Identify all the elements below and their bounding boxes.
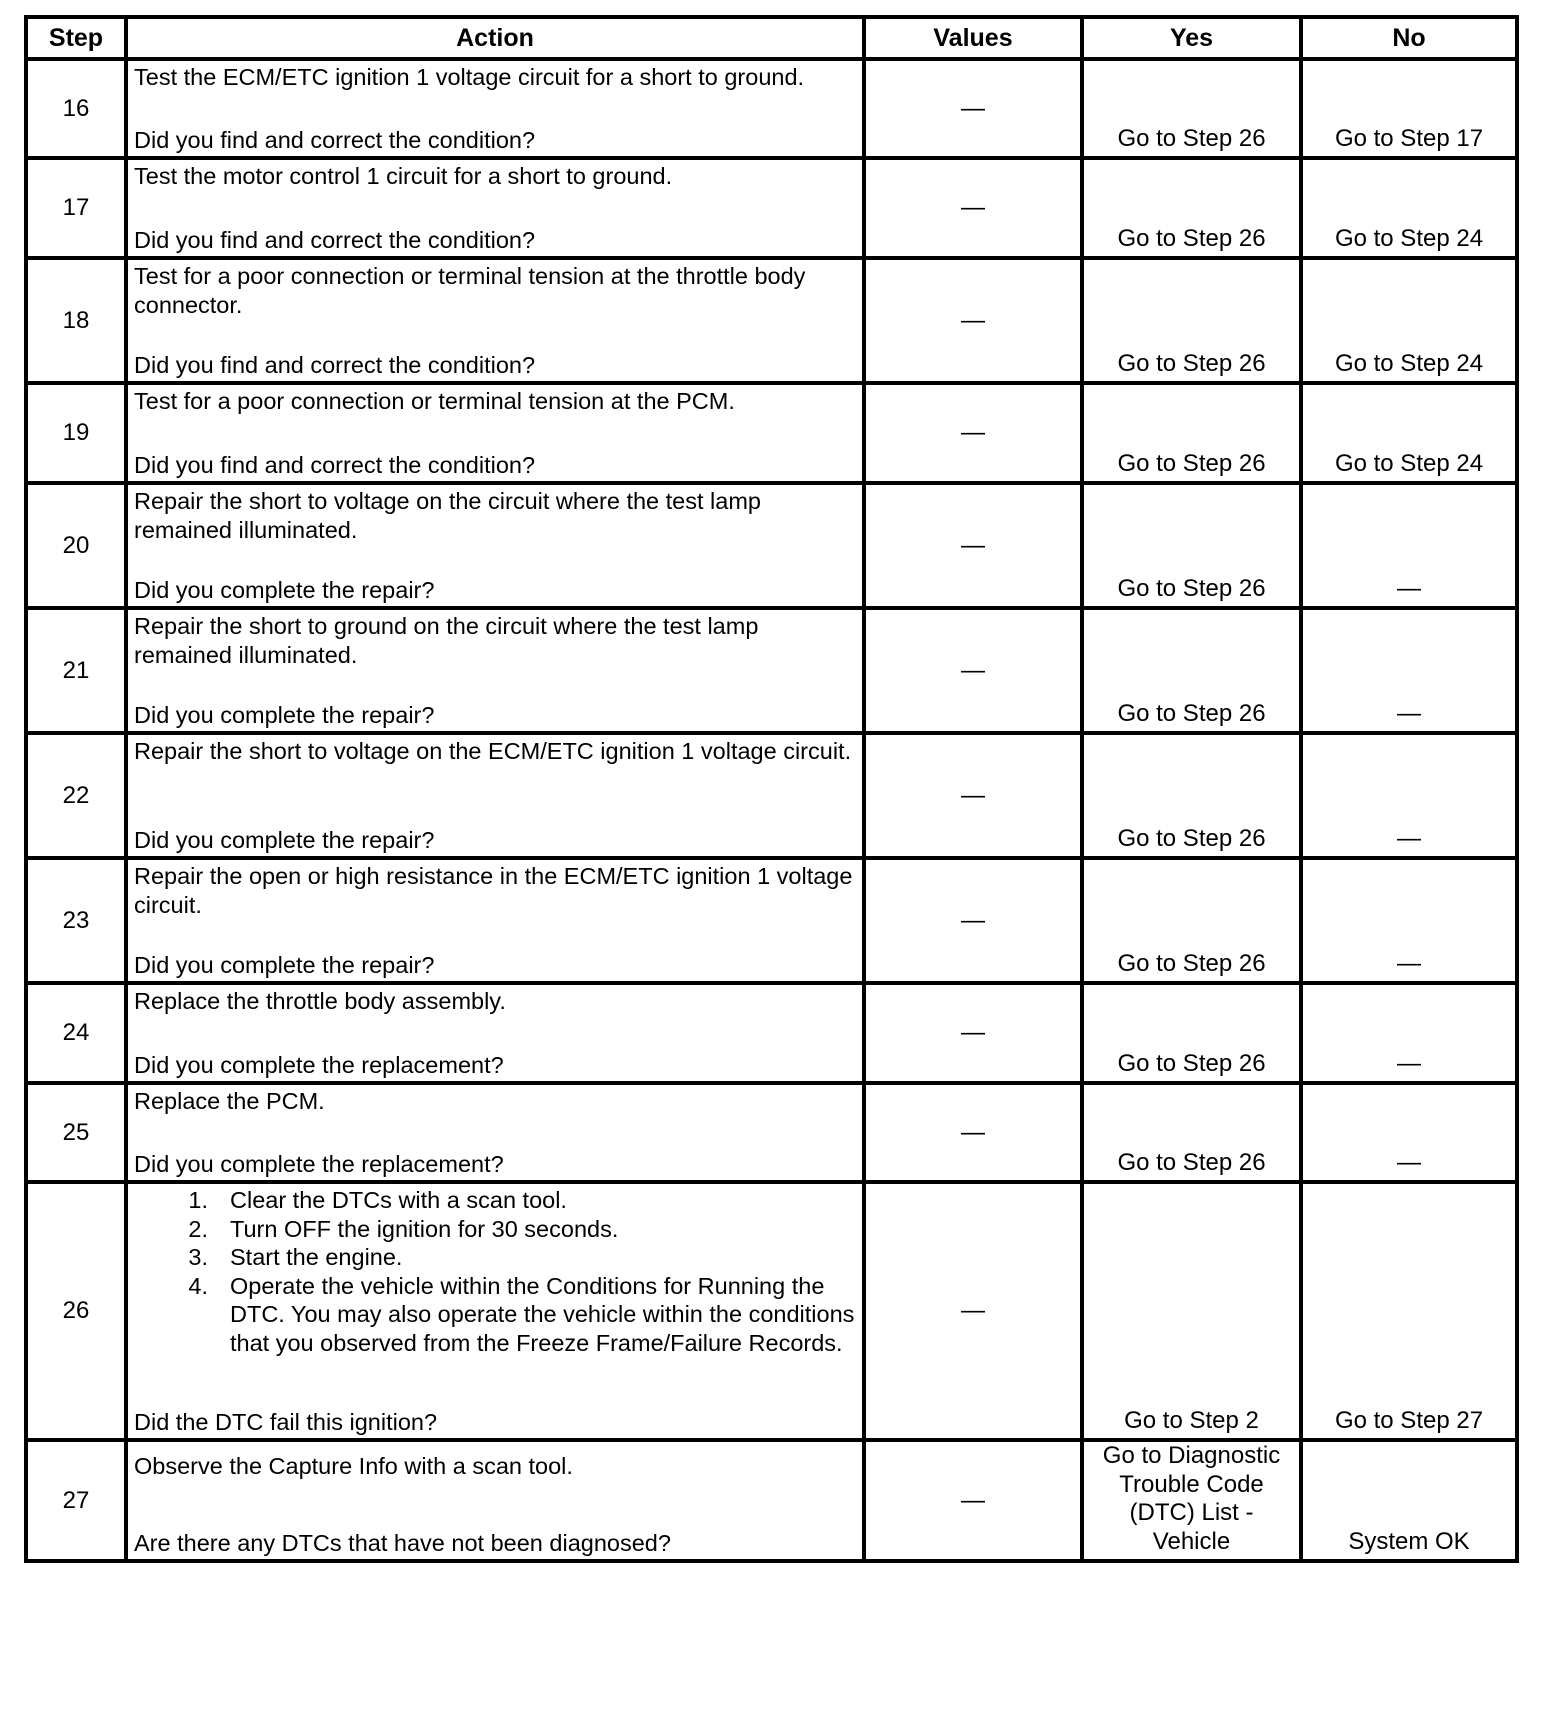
header-yes: Yes xyxy=(1082,17,1301,59)
values-cell: — xyxy=(864,258,1082,383)
action-text: Repair the short to ground on the circuit where the test lamp remained illuminated. xyxy=(134,613,759,668)
yes-cell xyxy=(1082,858,1301,983)
yes-cell xyxy=(1082,258,1301,383)
values-cell: — xyxy=(864,733,1082,858)
action-cell xyxy=(126,858,864,983)
yes-text: Go to Step 26 xyxy=(1117,1148,1266,1176)
action-question: Are there any DTCs that have not been diagnosed? xyxy=(134,1529,671,1556)
no-cell xyxy=(1301,858,1517,983)
table-row xyxy=(26,983,1517,1083)
action-cell xyxy=(126,608,864,733)
values-cell: — xyxy=(864,483,1082,608)
action-cell xyxy=(126,1182,864,1440)
no-text: Go to Step 24 xyxy=(1334,224,1484,252)
action-question: Did you find and correct the condition? xyxy=(134,126,536,153)
action-question: Did you complete the repair? xyxy=(134,576,435,603)
yes-text: Go to Step 26 xyxy=(1117,824,1266,852)
header-step: Step xyxy=(26,17,126,59)
action-text: Replace the throttle body assembly. xyxy=(134,988,506,1014)
table-row xyxy=(26,608,1517,733)
table-row xyxy=(26,483,1517,608)
no-cell xyxy=(1301,1083,1517,1182)
yes-text: Go to Step 26 xyxy=(1117,949,1266,977)
table-row xyxy=(26,59,1517,158)
action-text: Test the ECM/ETC ignition 1 voltage circuit for a short to ground. xyxy=(134,64,805,90)
yes-text: Go to Step 26 xyxy=(1117,1049,1266,1077)
yes-cell xyxy=(1082,1182,1301,1440)
yes-cell xyxy=(1082,1440,1301,1561)
yes-cell xyxy=(1082,608,1301,733)
values-cell: — xyxy=(864,383,1082,483)
values-cell: — xyxy=(864,983,1082,1083)
no-text: — xyxy=(1397,1148,1421,1176)
table-row xyxy=(26,858,1517,983)
step-number: 20 xyxy=(26,483,126,608)
yes-text: Go to Step 26 xyxy=(1117,699,1266,727)
action-question: Did you complete the repair? xyxy=(134,701,435,728)
table-row xyxy=(26,733,1517,858)
table-row xyxy=(26,383,1517,483)
values-cell: — xyxy=(864,1182,1082,1440)
diagnostic-table xyxy=(24,15,1519,1563)
step-number: 17 xyxy=(26,158,126,258)
list-item: 2. Turn OFF the ignition for 30 seconds. xyxy=(188,1215,619,1242)
action-question: Did you complete the replacement? xyxy=(134,1150,504,1177)
yes-cell xyxy=(1082,483,1301,608)
action-text: Observe the Capture Info with a scan tool. xyxy=(134,1453,573,1479)
list-item: 1. Clear the DTCs with a scan tool. xyxy=(188,1187,567,1213)
no-cell xyxy=(1301,608,1517,733)
yes-cell xyxy=(1082,158,1301,258)
action-question: Did you complete the repair? xyxy=(134,951,435,978)
values-cell: — xyxy=(864,858,1082,983)
action-cell xyxy=(126,59,864,158)
table-row xyxy=(26,1182,1517,1440)
yes-text: Go to Step 26 xyxy=(1117,349,1266,377)
action-text: Replace the PCM. xyxy=(134,1088,325,1114)
action-text: Repair the open or high resistance in the ECM/ETC ignition 1 voltage circuit. xyxy=(134,863,853,918)
step-number: 24 xyxy=(26,983,126,1083)
no-cell xyxy=(1301,483,1517,608)
action-question: Did you complete the repair? xyxy=(134,826,435,853)
no-cell xyxy=(1301,1182,1517,1440)
no-text: Go to Step 24 xyxy=(1334,449,1484,477)
step-number: 22 xyxy=(26,733,126,858)
action-cell xyxy=(126,1083,864,1182)
action-cell xyxy=(126,733,864,858)
step-number: 25 xyxy=(26,1083,126,1182)
yes-cell xyxy=(1082,59,1301,158)
action-question: Did you find and correct the condition? xyxy=(134,351,536,378)
step-number: 26 xyxy=(26,1182,126,1440)
no-text: — xyxy=(1397,574,1421,602)
action-cell xyxy=(126,158,864,258)
action-cell xyxy=(126,483,864,608)
action-text: Test for a poor connection or terminal tension at the PCM. xyxy=(134,388,735,414)
header-row xyxy=(26,17,1517,59)
no-cell xyxy=(1301,158,1517,258)
step-number: 23 xyxy=(26,858,126,983)
no-text: — xyxy=(1397,949,1421,977)
yes-cell xyxy=(1082,1083,1301,1182)
action-cell xyxy=(126,1440,864,1561)
values-cell: — xyxy=(864,1083,1082,1182)
step-number: 18 xyxy=(26,258,126,383)
no-text: System OK xyxy=(1348,1527,1470,1555)
header-values: Values xyxy=(864,17,1082,59)
action-question: Did you find and correct the condition? xyxy=(134,226,536,253)
no-cell xyxy=(1301,258,1517,383)
action-text: Test the motor control 1 circuit for a short to ground. xyxy=(134,163,673,189)
values-cell: — xyxy=(864,608,1082,733)
numbered-steps xyxy=(134,1186,856,1357)
list-item: 4. Operate the vehicle within the Conditions for Running the DTC. You may also operate the vehicle within the conditions that you observed from the Freeze Frame/Failure Records. xyxy=(188,1272,855,1356)
yes-cell xyxy=(1082,983,1301,1083)
action-text: Test for a poor connection or terminal tension at the throttle body connector. xyxy=(134,263,806,318)
no-text: — xyxy=(1397,1049,1421,1077)
yes-text: Go to Diagnostic Trouble Code (DTC) List - Vehicle xyxy=(1102,1442,1281,1555)
values-cell: — xyxy=(864,158,1082,258)
values-cell: — xyxy=(864,59,1082,158)
action-cell xyxy=(126,258,864,383)
action-cell xyxy=(126,383,864,483)
table-row xyxy=(26,1440,1517,1561)
yes-text: Go to Step 26 xyxy=(1117,124,1266,152)
step-number: 21 xyxy=(26,608,126,733)
table-row xyxy=(26,258,1517,383)
step-number: 16 xyxy=(26,59,126,158)
action-text: Repair the short to voltage on the circuit where the test lamp remained illuminated. xyxy=(134,488,761,543)
values-cell: — xyxy=(864,1440,1082,1561)
no-cell xyxy=(1301,983,1517,1083)
step-number: 19 xyxy=(26,383,126,483)
yes-text: Go to Step 26 xyxy=(1117,574,1266,602)
action-text: Repair the short to voltage on the ECM/ETC ignition 1 voltage circuit. xyxy=(134,738,852,764)
header-action: Action xyxy=(126,17,864,59)
yes-cell xyxy=(1082,383,1301,483)
no-cell xyxy=(1301,733,1517,858)
no-text: — xyxy=(1397,824,1421,852)
table-row xyxy=(26,1083,1517,1182)
no-cell xyxy=(1301,383,1517,483)
step-number: 27 xyxy=(26,1440,126,1561)
table-row xyxy=(26,158,1517,258)
yes-cell xyxy=(1082,733,1301,858)
list-item: 3. Start the engine. xyxy=(188,1244,403,1270)
action-question: Did you complete the replacement? xyxy=(134,1051,504,1078)
yes-text: Go to Step 26 xyxy=(1117,449,1266,477)
no-text: Go to Step 17 xyxy=(1334,124,1484,152)
no-text: — xyxy=(1397,699,1421,727)
yes-text: Go to Step 26 xyxy=(1117,224,1266,252)
action-cell xyxy=(126,983,864,1083)
yes-text: Go to Step 2 xyxy=(1124,1406,1259,1434)
no-cell xyxy=(1301,1440,1517,1561)
action-question: Did the DTC fail this ignition? xyxy=(134,1408,438,1435)
action-question: Did you find and correct the condition? xyxy=(134,451,536,478)
no-text: Go to Step 24 xyxy=(1334,349,1484,377)
no-cell xyxy=(1301,59,1517,158)
no-text: Go to Step 27 xyxy=(1334,1406,1484,1434)
header-no: No xyxy=(1301,17,1517,59)
